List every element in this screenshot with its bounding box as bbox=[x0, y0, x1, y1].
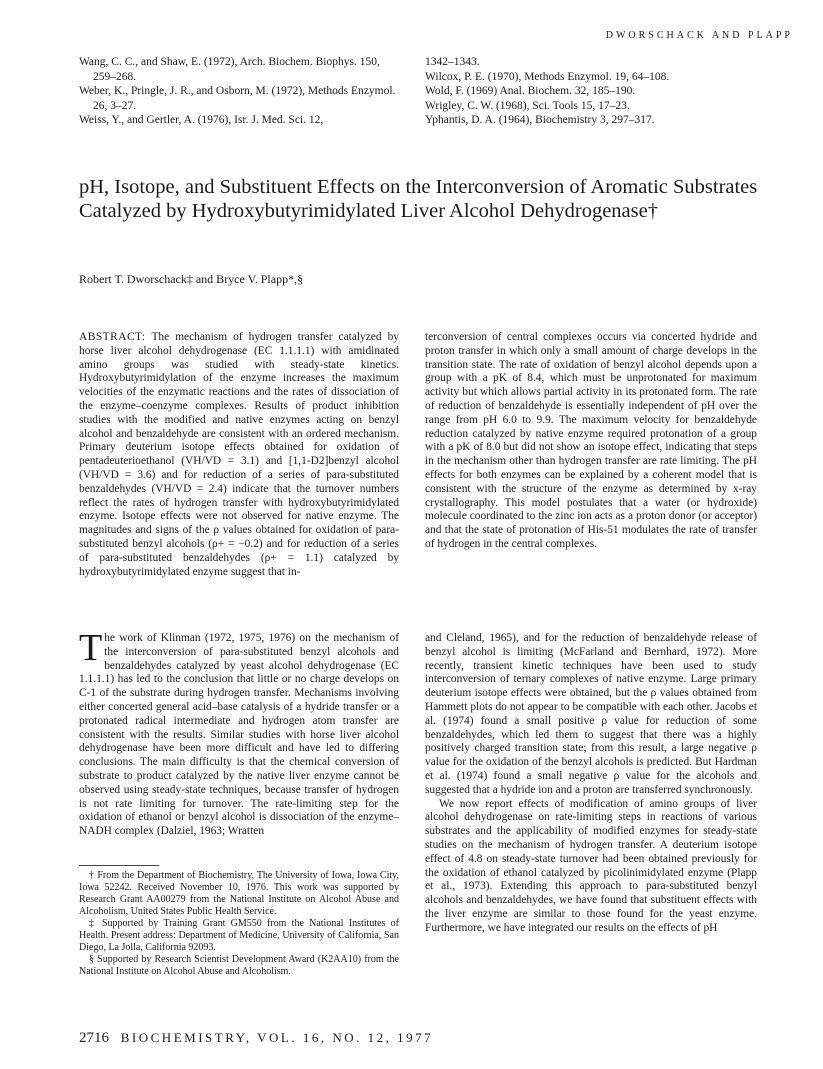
references-right-column bbox=[425, 55, 755, 128]
footnote: § Supported by Research Scientist Development Award (K2AA10) from the National Institute on Alcohol Abuse and Alcoholism. bbox=[79, 954, 399, 977]
body-paragraph: and Cleland, 1965), and for the reduction of benzaldehyde release of benzyl alcohol is limiting (McFarland and Bernhard, 1972). More recently, transient kinetic techniques have been used to study interconversion of ternary complexes of native enzyme. Large primary deuterium isotope effects were obtained, but the ρ values obtained from Hammett plots do not appear to be compatible with each other. Jacobs et al. (1974) found a small positive ρ value for reduction of some benzaldehydes, which led them to suggest that there was a highly positively charged transition state; from this result, a large negative ρ value for the oxidation of the benzyl alcohols is predicted. But Hardman et al. (1974) found a small negative ρ value for the alcohols and suggested that a hydride ion and a proton are transferred synchronously. bbox=[425, 632, 757, 796]
abstract-text: The mechanism of hydrogen transfer catalyzed by horse liver alcohol dehydrogenase (EC 1.1.1.1) with amidinated amino groups was studied with steady-state kinetics. Hydroxybutyrimidylation of the enzyme increases the maximum velocities of the enzymatic reactions and the rates of dissociation of the enzyme–coenzyme complexes. Results of product inhibition studies with the modified and native enzymes acting on benzyl alcohol and benzaldehyde are consistent with an ordered mechanism. Primary deuterium isotope effects obtained for oxidation of pentadeuterioethanol (VH/VD = 3.1) and [1,1-D2]benzyl alcohol (VH/VD = 3.6) and for reduction of a series of para-substituted benzaldehydes (VH/VD = 2.4) indicate that the turnover numbers reflect the rates of hydrogen transfer with hydroxybutyrimidylated enzyme. Isotope effects were not observed for native enzyme. The magnitudes and signs of the ρ values obtained for oxidation of para-substituted benzyl alcohols (ρ+ = −0.2) and for reduction of a series of para-substituted benzaldehydes (ρ+ = 1.1) catalyzed by hydroxybutyrimidylated enzyme suggest that in- bbox=[79, 331, 399, 578]
reference-item: Yphantis, D. A. (1964), Biochemistry 3, 297–317. bbox=[425, 114, 655, 126]
reference-item: Wrigley, C. W. (1968), Sci. Tools 15, 17–23. bbox=[425, 99, 630, 112]
reference-item: Wilcox, P. E. (1970), Methods Enzymol. 19, 64–108. bbox=[425, 70, 670, 83]
body-paragraph: he work of Klinman (1972, 1975, 1976) on the mechanism of the interconversion of para-substituted benzyl alcohols and benzaldehydes catalyzed by yeast alcohol dehydrogenase (EC 1.1.1.1) has led to the conclusion that little or no charge develops on C-1 of the substrate during hydrogen transfer. Mechanisms involving either concerted general acid–base catalysis of a hydride transfer or a protonated radical intermediate and hydrogen atom transfer are consistent with the results. Similar studies with horse liver alcohol dehydrogenase have been more difficult and have led to differing conclusions. The main difficulty is that the chemical conversion of substrate to product catalyzed by the native liver enzyme cannot be observed using steady-state techniques, because transfer of hydrogen is not rate limiting for turnover. The rate-limiting step for the oxidation of ethanol or benzyl alcohol is dissociation of the enzyme–NADH complex (Dalziel, 1963; Wratten bbox=[79, 632, 399, 838]
drop-cap: T bbox=[79, 627, 103, 669]
body-paragraph: We now report effects of modification of amino groups of liver alcohol dehydrogenase on rate-limiting steps in reactions of various substrates and the applicability of modified enzymes for steady-state studies on the mechanism of hydrogen transfer. A deuterium isotope effect of 4.8 on steady-state turnover had been obtained previously for the oxidation of ethanol catalyzed by picolinimidylated enzyme (Plapp et al., 1973). Extending this approach to para-substituted benzyl alcohols and benzaldehydes, we have found that substituent effects with the liver enzyme are similar to those found for the yeast enzyme. Furthermore, we have integrated our results on the effects of pH bbox=[425, 797, 757, 934]
reference-item: 1342–1343. bbox=[425, 56, 480, 68]
running-header: DWORSCHACK AND PLAPP bbox=[605, 30, 793, 41]
abstract-left-column bbox=[79, 331, 399, 579]
journal-citation: BIOCHEMISTRY, VOL. 16, NO. 12, 1977 bbox=[120, 1030, 434, 1045]
footnote-divider bbox=[79, 865, 159, 866]
article-authors: Robert T. Dworschack‡ and Bryce V. Plapp*,§ bbox=[79, 272, 304, 286]
article-title: pH, Isotope, and Substituent Effects on the Interconversion of Aromatic Substrates Catalyzed by Hydroxybutyrimidylated Liver Alcohol Dehydrogenase† bbox=[79, 176, 758, 222]
abstract-label: ABSTRACT: bbox=[79, 331, 146, 343]
reference-item: Weiss, Y., and Gertler, A. (1976), Isr. J. Med. Sci. 12, bbox=[79, 114, 324, 126]
footnote: † From the Department of Biochemistry, The University of Iowa, Iowa City, Iowa 52242. Received November 10, 1976. This work was supported by Research Grant AA00279 from the National Institute on Alcohol Abuse and Alcoholism, United States Public Health Service. bbox=[79, 870, 399, 917]
footnotes bbox=[79, 870, 399, 978]
page-number: 2716 bbox=[79, 1030, 109, 1046]
references-left-column bbox=[79, 55, 399, 128]
reference-item: Wold, F. (1969) Anal. Biochem. 32, 185–190. bbox=[425, 85, 636, 97]
abstract-right-column: terconversion of central complexes occurs via concerted hydride and proton transfer in which only a small amount of charge develops in the transition state. The rate of oxidation of benzyl alcohol depends upon a group with a pK of 8.4, which must be unprotonated for maximum activity but which allows partial activity in its protonated form. The rate of reduction of benzaldehyde is essentially independent of pH over the range from pH 6.0 to 9.9. The maximum velocity for benzaldehyde reduction catalyzed by native enzyme required protonation of a group with a pK of 8.0 but did not show an isotope effect, indicating that steps in the mechanism other than hydrogen transfer are rate limiting. The pH effects for both enzymes can be explained by a coherent model that is consistent with the structure of the enzyme as determined by x-ray crystallography. This model postulates that a water (or hydroxide) molecule coordinated to the zinc ion acts as a proton donor (or acceptor) and that the state of protonation of His-51 modulates the rate of transfer of hydrogen in the central complexes. bbox=[425, 331, 757, 550]
reference-item: Wang, C. C., and Shaw, E. (1972), Arch. Biochem. Biophys. 150, 259–268. bbox=[79, 56, 380, 83]
footnote: ‡ Supported by Training Grant GM550 from the National Institutes of Health. Present address: Department of Medicine, University of California, San Diego, La Jolla, California 92093. bbox=[79, 918, 399, 953]
reference-item: Weber, K., Pringle, J. R., and Osborn, M. (1972), Methods Enzymol. 26, 3–27. bbox=[79, 85, 396, 112]
body-right-column bbox=[425, 632, 757, 936]
page-footer bbox=[79, 1030, 433, 1047]
body-left-column bbox=[79, 627, 399, 839]
